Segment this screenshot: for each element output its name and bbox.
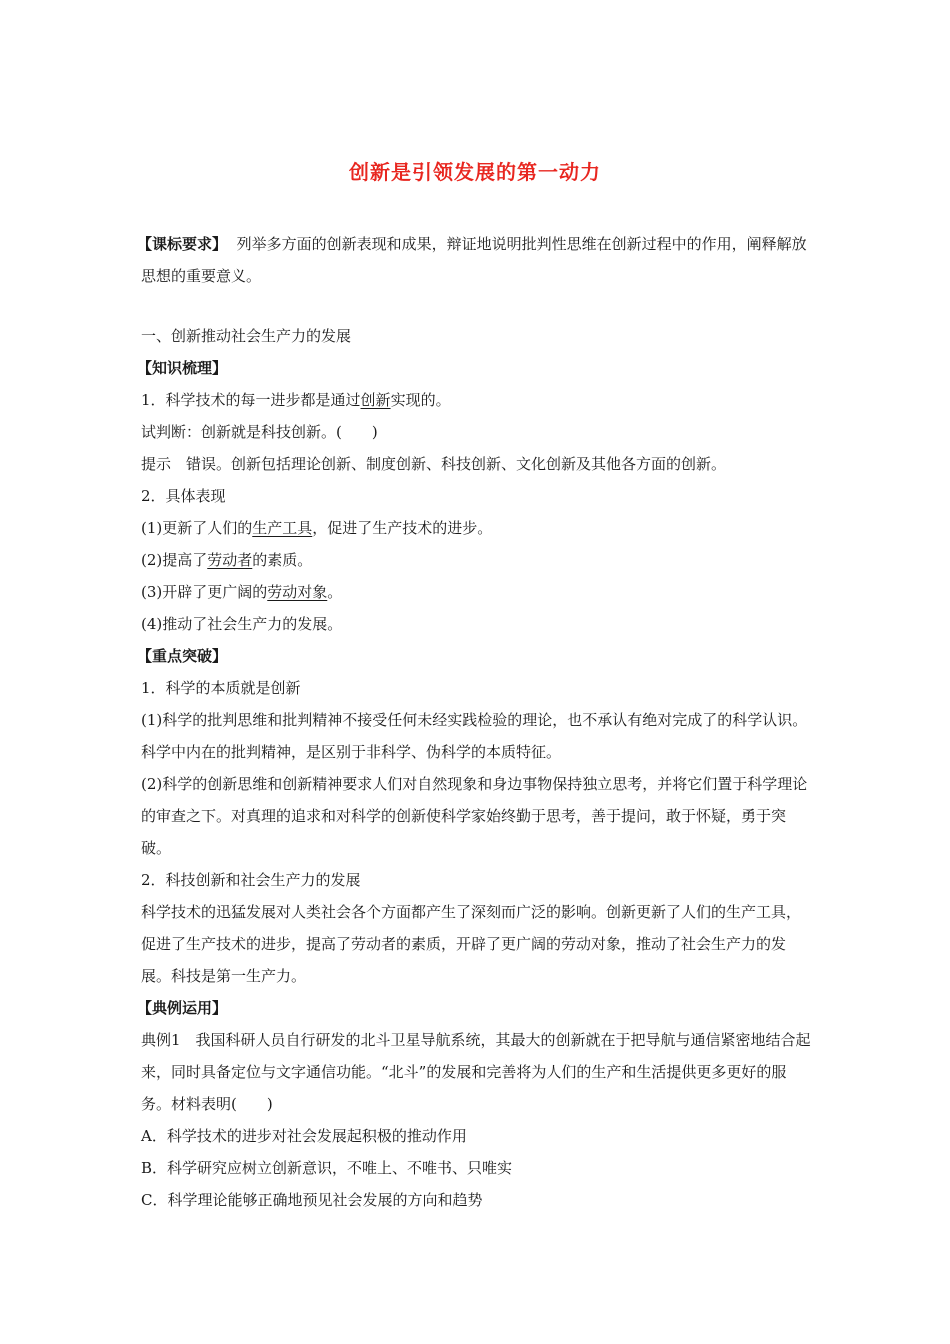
focus-item-2: 2．科技创新和社会生产力的发展 [141,871,361,889]
document-body [137,228,813,1216]
manifestation-2-prefix: (2)提高了 [141,551,208,569]
blank-answer: 创新 [360,391,391,409]
requirement-text: 列举多方面的创新表现和成果，辩证地说明批判性思维在创新过程中的作用，阐释解放思想的重要意义。 [141,235,807,285]
blank-answer: 劳动者 [207,551,253,569]
focus-paragraph-1: (1)科学的批判思维和批判精神不接受任何未经实践检验的理论，也不承认有绝对完成了的科学认识。科学中内在的批判精神，是区别于非科学、伪科学的本质特征。 [141,711,808,761]
manifestation-2-suffix: 的素质。 [252,551,313,569]
blank-answer: 劳动对象 [267,583,328,601]
knowledge-item-1-prefix: 1．科学技术的每一进步都是通过 [141,391,361,409]
requirement-label: 【课标要求】 [137,235,228,253]
manifestation-3-suffix: 。 [327,583,343,601]
section-1-title: 一、创新推动社会生产力的发展 [141,327,352,345]
blank-answer: 生产工具 [252,519,313,537]
knowledge-item-1 [141,384,813,416]
manifestation-1-suffix: ，促进了生产技术的进步。 [312,519,493,537]
focus-paragraph-3: 科学技术的迅猛发展对人类社会各个方面都产生了深刻而广泛的影响。创新更新了人们的生产工具，促进了生产技术的进步，提高了劳动者的素质，开辟了更广阔的劳动对象，推动了社会生产力的发展。科技是第一生产力。 [141,903,802,985]
example-question: 典例1 我国科研人员自行研发的北斗卫星导航系统，其最大的创新就在于把导航与通信紧密地结合起来，同时具备定位与文字通信功能。“北斗”的发展和完善将为人们的生产和生活提供更多更好的服务。材料表明( ) [141,1031,811,1113]
curriculum-requirement [137,228,813,292]
manifestation-1-prefix: (1)更新了人们的 [141,519,253,537]
page-title: 创新是引领发展的第一动力 [349,160,601,184]
hint-text: 提示 错误。创新包括理论创新、制度创新、科技创新、文化创新及其他各方面的创新。 [141,455,727,473]
example-heading: 【典例运用】 [137,999,228,1017]
option-c: C．科学理论能够正确地预见社会发展的方向和趋势 [141,1191,483,1209]
focus-heading: 【重点突破】 [137,647,228,665]
manifestation-1 [141,512,813,544]
manifestation-4: (4)推动了社会生产力的发展。 [141,615,343,633]
knowledge-item-2: 2．具体表现 [141,487,226,505]
knowledge-heading: 【知识梳理】 [137,359,228,377]
option-b: B．科学研究应树立创新意识，不唯上、不唯书、只唯实 [141,1159,513,1177]
manifestation-3 [141,576,813,608]
manifestation-3-prefix: (3)开辟了更广阔的 [141,583,268,601]
focus-paragraph-2: (2)科学的创新思维和创新精神要求人们对自然现象和身边事物保持独立思考，并将它们置于科学理论的审查之下。对真理的追求和对科学的创新使科学家始终勤于思考，善于提问，敢于怀疑，勇于突破。 [141,775,808,857]
manifestation-2 [141,544,813,576]
judge-question: 试判断：创新就是科技创新。( ) [141,423,378,441]
focus-item-1: 1．科学的本质就是创新 [141,679,301,697]
option-a: A．科学技术的进步对社会发展起积极的推动作用 [141,1127,467,1145]
knowledge-item-1-suffix: 实现的。 [390,391,451,409]
